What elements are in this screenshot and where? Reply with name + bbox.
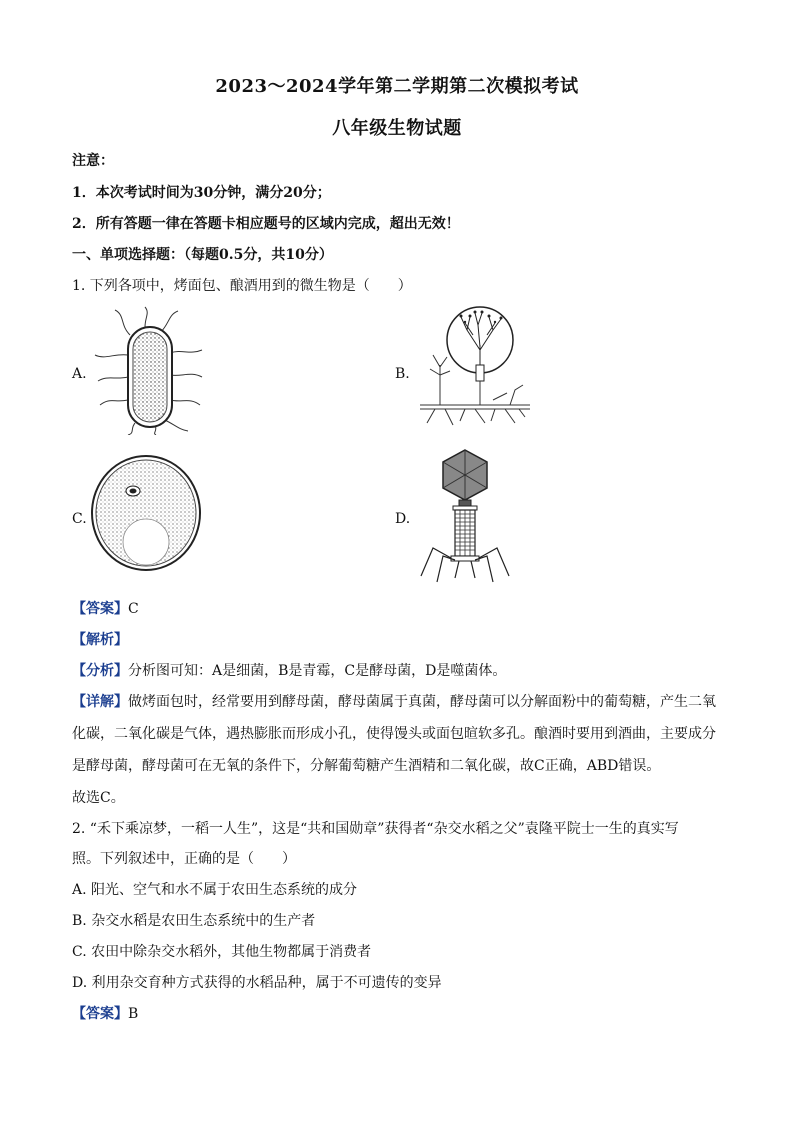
q1-option-a-label: A. [72,366,87,382]
exam-subtitle: 八年级生物试题 [332,118,462,139]
q1-fenxi-text: 分析图可知：A是细菌，B是青霉，C是酵母菌，D是噬菌体。 [128,663,507,679]
q2-answer-tag: 【答案】 [72,1006,128,1022]
q1-analysis-heading [72,629,128,649]
q1-stem: 1. 下列各项中，烤面包、酿酒用到的微生物是（ ） [72,278,412,294]
q1-answer-tag: 【答案】 [72,601,128,617]
bacteriophage-illustration [415,448,515,588]
notice-heading: 注意： [72,153,114,169]
section-title: 一、单项选择题：（每题0.5分，共10分） [72,247,333,263]
q2-answer-value: B [128,1006,139,1022]
q1-option-d-label: D. [395,511,411,527]
q2-option-b: B. 杂交水稻是农田生态系统中的生产者 [72,913,316,929]
q1-detail-line-2: 化碳，二氧化碳是气体，遇热膨胀而形成小孔，使得馒头或面包暄软多孔。酿酒时要用到酒曲，主要成分 [72,726,716,742]
q1-detail-line-1 [72,691,716,711]
q2-option-c: C. 农田中除杂交水稻外，其他生物都属于消费者 [72,944,372,960]
q1-answer-value: C [128,601,139,617]
q1-fenxi [72,660,506,680]
exam-title: 2023～2024学年第二学期第二次模拟考试 [215,76,579,97]
q1-fenxi-tag: 【分析】 [72,663,128,679]
yeast-cell-illustration [88,455,208,575]
q1-detail-tag: 【详解】 [72,694,128,710]
notice-item-1: 1．本次考试时间为30分钟，满分20分； [72,185,331,201]
q1-option-b-label: B. [395,366,410,382]
bacterium-illustration [90,305,210,435]
q1-detail-text-1: 做烤面包时，经常要用到酵母菌，酵母菌属于真菌，酵母菌可以分解面粉中的葡萄糖，产生二氧 [128,694,716,710]
penicillium-mold-illustration [415,305,535,435]
q2-option-d: D. 利用杂交育种方式获得的水稻品种，属于不可遗传的变异 [72,975,442,991]
q2-stem-line-1: 2. “禾下乘凉梦，一稻一人生”，这是“共和国勋章”获得者“杂交水稻之父”袁隆平院士一生的真实写 [72,821,679,837]
q2-stem-line-2: 照。下列叙述中，正确的是（ ） [72,851,296,867]
q1-option-c-label: C. [72,511,87,527]
q1-detail-line-4: 故选C。 [72,790,125,806]
q1-analysis-tag: 【解析】 [72,632,128,648]
q1-answer [72,598,139,618]
q2-option-a: A. 阳光、空气和水不属于农田生态系统的成分 [72,882,358,898]
q2-answer [72,1003,138,1023]
notice-item-2: 2．所有答题一律在答题卡相应题号的区域内完成，超出无效！ [72,216,460,232]
q1-detail-line-3: 是酵母菌，酵母菌可在无氧的条件下，分解葡萄糖产生酒精和二氧化碳，故C正确，ABD错误。 [72,758,661,774]
